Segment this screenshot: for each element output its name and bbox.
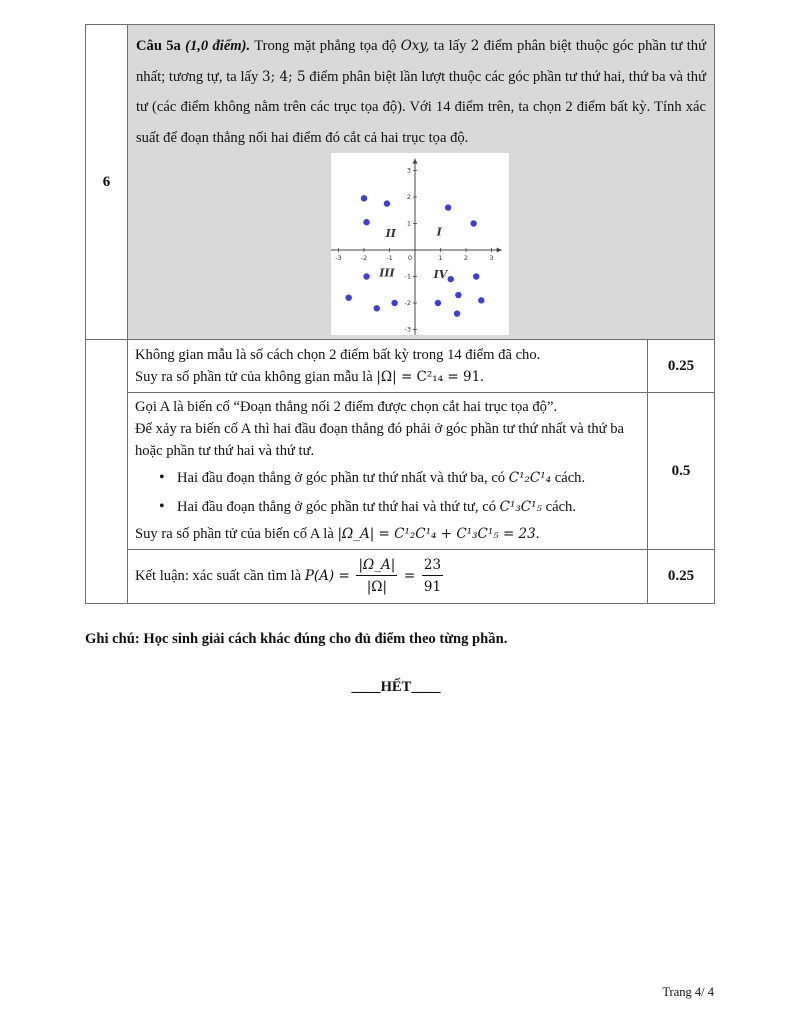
equals-sign: = [403, 567, 416, 584]
data-point [435, 300, 441, 306]
fraction-result [422, 555, 443, 598]
x-tick-label: 0 [407, 254, 413, 262]
sample-space-formula: |Ω| = C²₁₄ = 91 [376, 369, 481, 385]
fraction-denominator: |Ω| [366, 579, 387, 595]
question-text-part: ta lấy [433, 38, 467, 54]
data-point [361, 195, 367, 201]
question-text-part: điểm phân biệt lần lượt thuộc các góc phần tư thứ hai, thứ ba và thứ tư (các điểm không nằm trên các trục tọa độ). Với 14 điểm trên, ta chọn 2 điểm bất kỳ. Tính xác suất để đoạn thẳng nối hai điểm đó cắt cả hai trục tọa độ. [136, 68, 707, 146]
y-tick-label: -3 [404, 325, 411, 334]
text-part: Hai đầu đoạn thẳng ở góc phần tư thứ hai và thứ tư, có [177, 499, 496, 515]
x-tick-label: 1 [438, 254, 443, 262]
y-tick-label: -2 [404, 299, 411, 308]
y-tick-label: 1 [406, 219, 411, 228]
data-point [346, 295, 352, 301]
sample-space-cell [128, 340, 648, 393]
data-point [363, 273, 369, 279]
y-axis-arrow [413, 159, 418, 164]
event-count-formula: |Ω_A| = C¹₂C¹₄ + C¹₃C¹₅ = 23 [337, 526, 536, 542]
question-number: 6 [86, 25, 128, 340]
blank-number-cell [86, 340, 128, 604]
score-cell-1: 0.25 [648, 340, 715, 393]
grading-note: Ghi chú: Học sinh giải cách khác đúng cho đủ điểm theo từng phần. [85, 631, 508, 647]
fraction-numerator: 23 [422, 555, 443, 576]
x-tick-label: -1 [386, 254, 393, 262]
fraction-omega [356, 555, 397, 598]
data-point [384, 200, 390, 206]
probability-lhs: P(A) = [304, 567, 350, 584]
quadrant-label-1: I [436, 225, 442, 239]
solution-row-2 [86, 393, 715, 550]
data-point [391, 300, 397, 306]
fraction-numerator: |Ω_A| [356, 555, 397, 576]
case-item [177, 494, 640, 520]
conclusion-cell [128, 550, 648, 604]
quadrant-count: 2 [470, 38, 480, 54]
conclusion-text: Kết luận: xác suất cần tìm là [135, 567, 302, 584]
quadrant-count-list: 3; 4; 5 [262, 68, 306, 85]
answer-table [85, 24, 715, 604]
text-part: . [480, 369, 484, 385]
score-cell-2: 0.5 [648, 393, 715, 550]
text-part: cách. [545, 499, 577, 515]
quadrant-label-4: IV [433, 267, 448, 281]
text-part: Hai đầu đoạn thẳng ở góc phần tư thứ nhất và thứ ba, có [177, 470, 506, 486]
coordinate-figure [331, 153, 509, 335]
data-point [445, 204, 451, 210]
solution-row-1 [86, 340, 715, 393]
data-point [363, 219, 369, 225]
text-part: cách. [554, 470, 586, 486]
question-points: (1,0 điểm). [185, 38, 251, 54]
text-part: . [535, 526, 540, 542]
text-part: Suy ra số phần tử của biến cố A là [135, 526, 334, 542]
score-cell-3: 0.25 [648, 550, 715, 604]
event-definition: Gọi A là biến cố “Đoạn thẳng nối 2 điểm được chọn cắt hai trục tọa độ”. [135, 399, 558, 415]
page-number: Trang 4/ 4 [662, 985, 714, 999]
quadrant-label-2: II [385, 226, 396, 240]
case-formula: C¹₂C¹₄ [508, 470, 552, 486]
question-text-part: Trong mặt phẳng tọa độ [254, 38, 397, 54]
text-part: Suy ra số phần tử của không gian mẫu là [135, 369, 373, 385]
event-cell [128, 393, 648, 550]
coordinate-plot [331, 153, 509, 335]
data-point [473, 273, 479, 279]
y-tick-label: 3 [406, 166, 411, 175]
question-text-part: điểm phân biệt thuộc góc phần tư thứ nhất; tương tự, ta lấy [136, 38, 707, 85]
data-point [478, 297, 484, 303]
question-cell [128, 25, 715, 340]
case-formula: C¹₃C¹₅ [499, 499, 542, 515]
data-point [454, 310, 460, 316]
y-tick-label: 2 [406, 193, 411, 202]
event-condition: Để xảy ra biến cố A thì hai đầu đoạn thẳng đó phải ở góc phần tư thứ nhất và thứ ba hoặc phần tư thứ hai và thứ tư. [135, 421, 625, 459]
sample-space-text: Không gian mẫu là số cách chọn 2 điểm bất kỳ trong 14 điểm đã cho. [135, 347, 541, 363]
data-point [455, 292, 461, 298]
case-list [135, 465, 640, 520]
question-title: Câu 5a [136, 38, 181, 54]
x-axis-arrow [497, 248, 502, 253]
x-tick-label: -2 [360, 254, 368, 262]
data-point [448, 276, 454, 282]
quadrant-label-3: III [379, 266, 395, 280]
data-point [470, 220, 476, 226]
coord-system-label: Oxy, [400, 38, 430, 54]
x-tick-label: 3 [489, 254, 494, 262]
x-tick-label: -3 [335, 254, 342, 262]
question-text [136, 31, 706, 153]
data-point [374, 305, 380, 311]
solution-row-3 [86, 550, 715, 604]
fraction-denominator: 91 [423, 579, 442, 595]
end-mark: ____HẾT____ [351, 679, 441, 695]
question-row [86, 25, 715, 340]
sample-space-count-line [135, 366, 640, 388]
y-tick-label: -1 [404, 272, 411, 281]
event-count-line [135, 523, 640, 545]
x-tick-label: 2 [463, 254, 469, 262]
case-item [177, 465, 640, 491]
